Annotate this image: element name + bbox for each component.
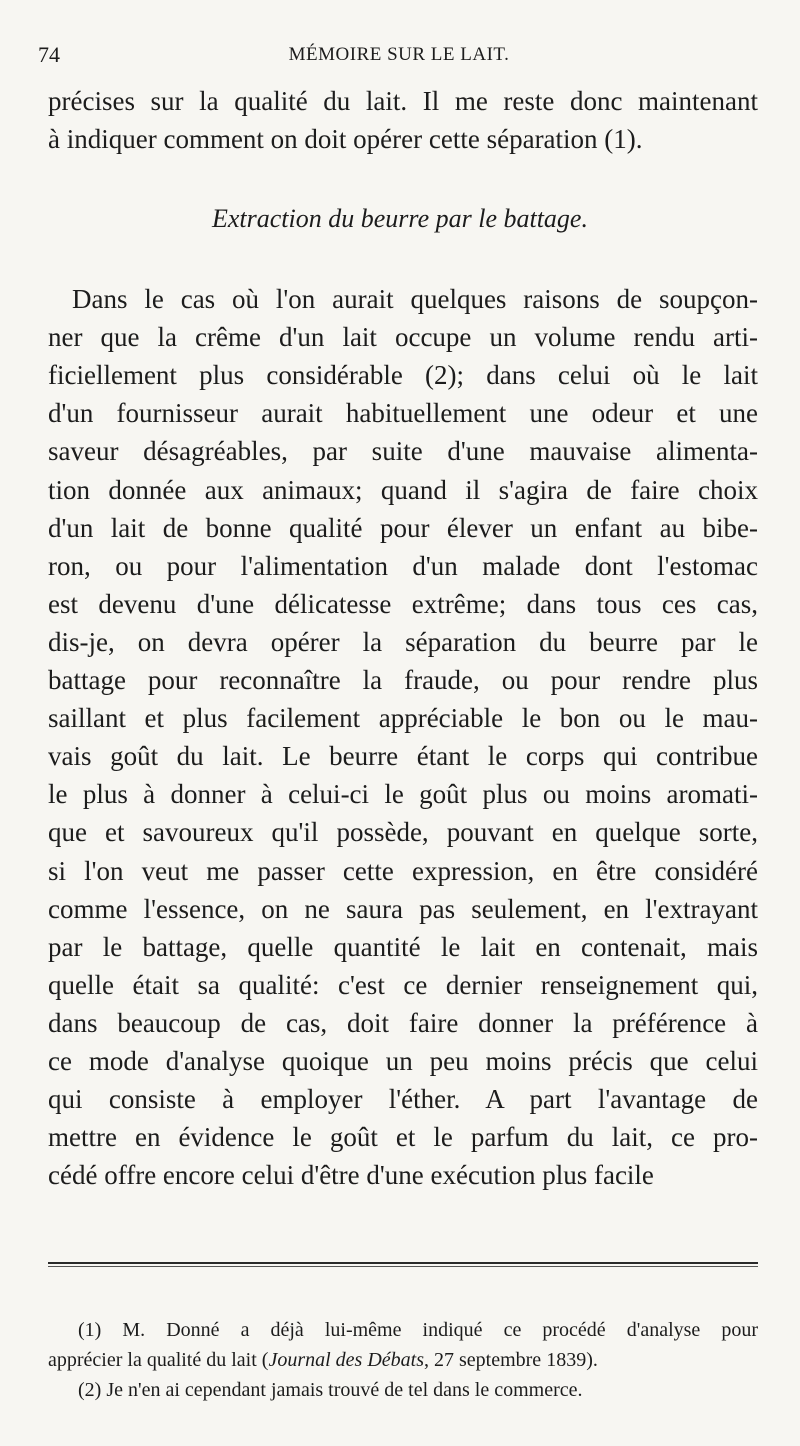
page-header — [38, 42, 760, 78]
paragraph-line: quelle était sa qualité: c'est ce dernier renseignement qui, — [48, 970, 758, 1000]
page-number: 74 — [38, 42, 60, 67]
body-line: précises sur la qualité du lait. Il me reste donc maintenant — [48, 86, 758, 116]
paragraph-line: dis-je, on devra opérer la séparation du beurre par le — [48, 627, 758, 657]
paragraph-line: dans beaucoup de cas, doit faire donner la préférence à — [48, 1008, 758, 1038]
paragraph-line: que et savoureux qu'il possède, pouvant en quelque sorte, — [48, 817, 758, 847]
paragraph-line: saillant et plus facilement appréciable le bon ou le mau- — [48, 703, 758, 733]
footnote-rule — [48, 1262, 758, 1264]
paragraph-line: saveur désagréables, par suite d'une mauvaise alimenta- — [48, 436, 758, 466]
footnote-rule-thin — [48, 1266, 758, 1267]
paragraph-line: si l'on veut me passer cette expression, en être considéré — [48, 856, 758, 886]
footnote-1-line-1: (1) M. Donné a déjà lui-même indiqué ce procédé d'analyse pour — [78, 1319, 758, 1341]
paragraph-line: le plus à donner à celui-ci le goût plus ou moins aromati- — [48, 779, 758, 809]
paragraph-line: Dans le cas où l'on aurait quelques raisons de soupçon- — [72, 284, 758, 314]
paragraph-line: par le battage, quelle quantité le lait en contenait, mais — [48, 932, 758, 962]
footnote-1-line-2 — [48, 1346, 758, 1374]
paragraph-line: est devenu d'une délicatesse extrême; dans tous ces cas, — [48, 589, 758, 619]
section-heading: Extraction du beurre par le battage. — [212, 204, 588, 233]
body-line: à indiquer comment on doit opérer cette séparation (1). — [48, 124, 643, 154]
paragraph-line: d'un fournisseur aurait habituellement une odeur et une — [48, 398, 758, 428]
paragraph-line: ron, ou pour l'alimentation d'un malade dont l'estomac — [48, 551, 758, 581]
footnote-1-text: apprécier la qualité du lait ( — [48, 1349, 269, 1371]
paragraph-line: tion donnée aux animaux; quand il s'agira de faire choix — [48, 475, 758, 505]
paragraph-line: comme l'essence, on ne saura pas seulement, en l'extrayant — [48, 894, 758, 924]
paragraph-line: qui consiste à employer l'éther. A part l'avantage de — [48, 1084, 758, 1114]
paragraph-line: ce mode d'analyse quoique un peu moins précis que celui — [48, 1046, 758, 1076]
paragraph-line: vais goût du lait. Le beurre étant le corps qui contribue — [48, 741, 758, 771]
paragraph-line: mettre en évidence le goût et le parfum du lait, ce pro- — [48, 1122, 758, 1152]
paragraph-line: ner que la crême d'un lait occupe un volume rendu arti- — [48, 322, 758, 352]
paragraph-line: ficiellement plus considérable (2); dans celui où le lait — [48, 360, 758, 390]
footnote-1-date: , 27 septembre 1839). — [424, 1349, 598, 1371]
running-title: MÉMOIRE SUR LE LAIT. — [288, 44, 510, 65]
paragraph-line: battage pour reconnaître la fraude, ou pour rendre plus — [48, 665, 758, 695]
footnote-1-journal-title: Journal des Débats — [268, 1349, 424, 1371]
footnote-2: (2) Je n'en ai cependant jamais trouvé de tel dans le commerce. — [78, 1379, 583, 1401]
paragraph-line: cédé offre encore celui d'être d'une exécution plus facile — [48, 1160, 654, 1190]
paragraph-line: d'un lait de bonne qualité pour élever un enfant au bibe- — [48, 513, 758, 543]
